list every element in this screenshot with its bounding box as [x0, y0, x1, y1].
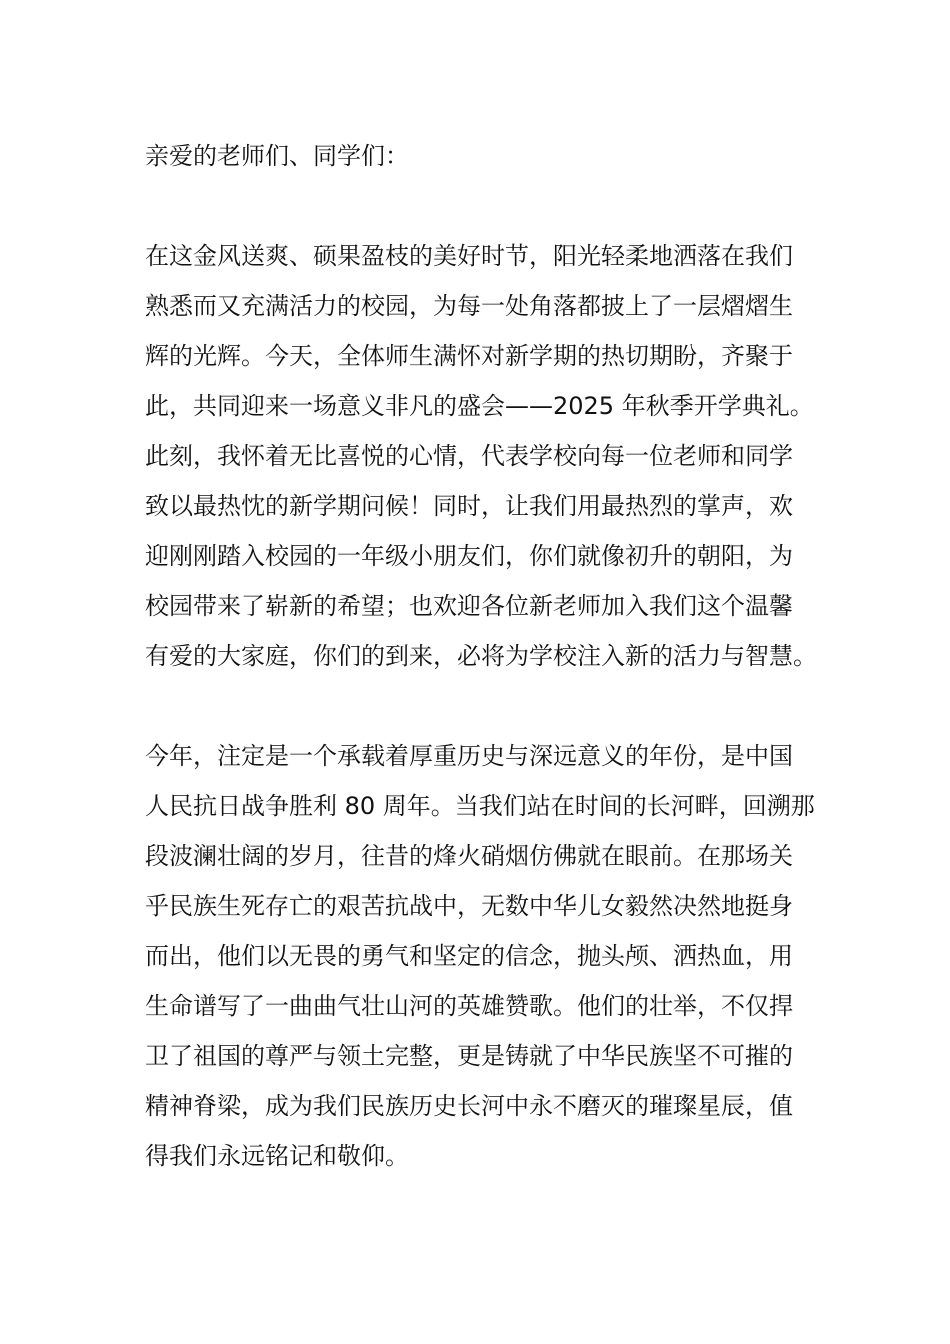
paragraph-line: 生命谱写了一曲曲气壮山河的英雄赞歌。他们的壮举，不仅捍 [145, 992, 793, 1020]
paragraph-line: 有爱的大家庭，你们的到来，必将为学校注入新的活力与智慧。 [145, 642, 817, 670]
paragraph-line: 人民抗日战争胜利 80 周年。当我们站在时间的长河畔，回溯那 [145, 792, 815, 820]
salutation-line: 亲爱的老师们、同学们： [145, 142, 409, 170]
paragraph-line: 校园带来了崭新的希望；也欢迎各位新老师加入我们这个温馨 [145, 592, 793, 620]
paragraph-line: 得我们永远铭记和敬仰。 [145, 1142, 409, 1170]
document-body [145, 131, 815, 1181]
paragraph-welcome [145, 231, 815, 681]
paragraph-line: 乎民族生死存亡的艰苦抗战中，无数中华儿女毅然决然地挺身 [145, 892, 793, 920]
paragraph-line: 此，共同迎来一场意义非凡的盛会——2025 年秋季开学典礼。 [145, 392, 814, 420]
paragraph-line: 精神脊梁，成为我们民族历史长河中永不磨灭的璀璨星辰，值 [145, 1092, 793, 1120]
paragraph-line: 在这金风送爽、硕果盈枝的美好时节，阳光轻柔地洒落在我们 [145, 242, 793, 270]
paragraph-line: 致以最热忱的新学期问候！同时，让我们用最热烈的掌声，欢 [145, 492, 793, 520]
paragraph-line: 此刻，我怀着无比喜悦的心情，代表学校向每一位老师和同学 [145, 442, 793, 470]
paragraph-line: 今年，注定是一个承载着厚重历史与深远意义的年份，是中国 [145, 742, 793, 770]
paragraph-line: 卫了祖国的尊严与领土完整，更是铸就了中华民族坚不可摧的 [145, 1042, 793, 1070]
paragraph-line: 迎刚刚踏入校园的一年级小朋友们，你们就像初升的朝阳，为 [145, 542, 793, 570]
paragraph-line: 辉的光辉。今天，全体师生满怀对新学期的热切期盼，齐聚于 [145, 342, 793, 370]
paragraph-line: 而出，他们以无畏的勇气和坚定的信念，抛头颅、洒热血，用 [145, 942, 793, 970]
paragraph-line: 段波澜壮阔的岁月，往昔的烽火硝烟仿佛就在眼前。在那场关 [145, 842, 793, 870]
paragraph-anniversary [145, 731, 815, 1181]
salutation [145, 131, 815, 181]
paragraph-line: 熟悉而又充满活力的校园，为每一处角落都披上了一层熠熠生 [145, 292, 793, 320]
